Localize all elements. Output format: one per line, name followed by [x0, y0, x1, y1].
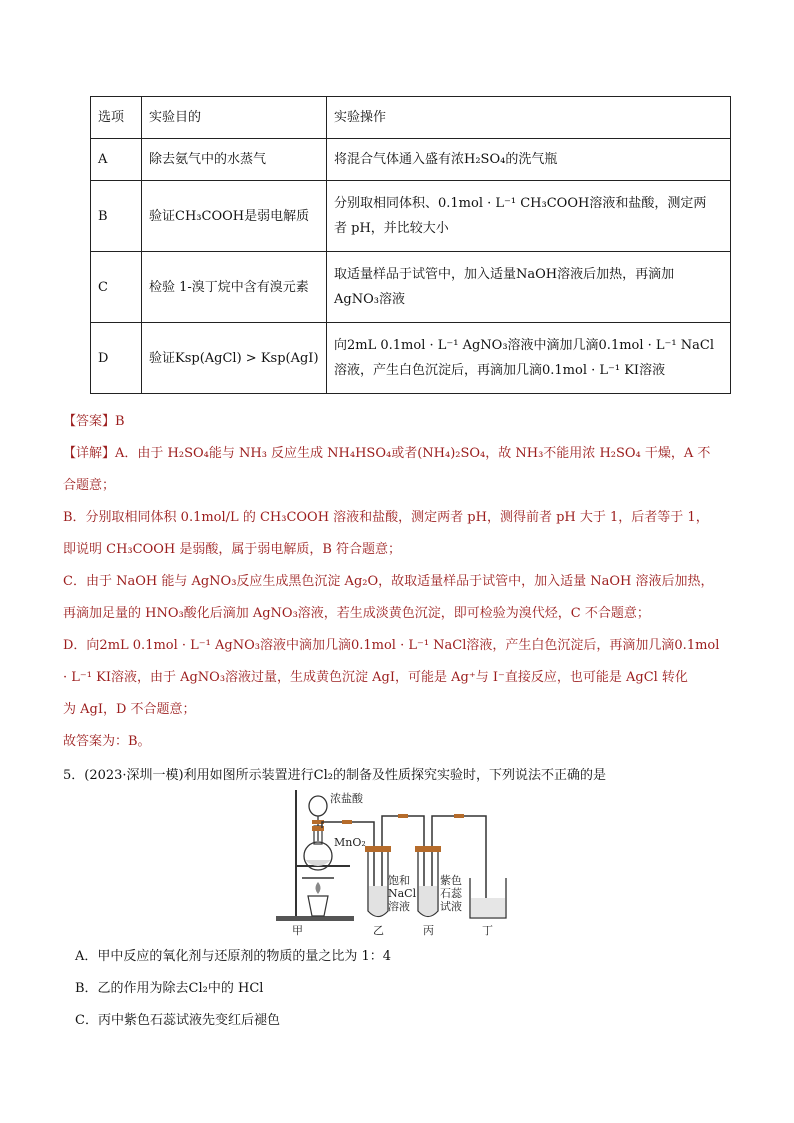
label-bing: 丙	[423, 924, 434, 936]
experiment-table	[90, 96, 731, 394]
detail-line: 【详解】A．由于 H₂SO₄能与 NH₃ 反应生成 NH₄HSO₄或者(NH₄)₂SO₄，故 NH₃不能用浓 H₂SO₄ 干燥，A 不	[63, 446, 711, 461]
row-purpose: 验证Ksp(AgCl) > Ksp(AgI)	[142, 323, 327, 394]
test-tube-yi-stopper	[365, 846, 391, 852]
row-operation-line: 溶液，产生白色沉淀后，再滴加几滴0.1mol · L⁻¹ KI溶液	[334, 363, 666, 378]
table-header-row	[91, 97, 731, 139]
row-operation	[327, 252, 731, 323]
label-litmus-3: 试液	[440, 900, 462, 913]
detail-line: D．向2mL 0.1mol · L⁻¹ AgNO₃溶液中滴加几滴0.1mol · L⁻¹ NaCl溶液，产生白色沉淀后，再滴加几滴0.1mol	[63, 638, 720, 653]
row-operation-line: 分别取相同体积、0.1mol · L⁻¹ CH₃COOH溶液和盐酸，测定两	[334, 196, 707, 211]
row-option: D	[91, 323, 142, 394]
label-ding: 丁	[482, 924, 493, 936]
row-operation: 将混合气体通入盛有浓H₂SO₄的洗气瓶	[327, 139, 731, 181]
option-a: A．甲中反应的氧化剂与还原剂的物质的量之比为 1：4	[75, 949, 392, 964]
label-conc-hcl: 浓盐酸	[330, 792, 363, 805]
label-nacl-3: 溶液	[388, 900, 410, 913]
row-purpose: 检验 1-溴丁烷中含有溴元素	[142, 252, 327, 323]
label-jia: 甲	[292, 924, 303, 936]
header-operation: 实验操作	[327, 97, 731, 139]
detail-line: · L⁻¹ KI溶液，由于 AgNO₃溶液过量，生成黄色沉淀 AgI，可能是 Ag⁺与 I⁻直接反应，也可能是 AgCl 转化	[63, 670, 688, 685]
tube-connector	[398, 814, 408, 818]
beaker-liquid	[471, 898, 505, 917]
test-tube-bing-stopper	[415, 846, 441, 852]
row-operation-line: AgNO₃溶液	[334, 292, 405, 307]
header-purpose: 实验目的	[142, 97, 327, 139]
row-option: C	[91, 252, 142, 323]
detail-line: B．分别取相同体积 0.1mol/L 的 CH₃COOH 溶液和盐酸，测定两者 pH，测得前者 pH 大于 1，后者等于 1，	[63, 510, 709, 525]
row-option: B	[91, 181, 142, 252]
tube-connector	[454, 814, 464, 818]
stand-base	[276, 916, 354, 921]
detail-line: 再滴加足量的 HNO₃酸化后滴加 AgNO₃溶液，若生成淡黄色沉淀，即可检验为溴代烃，C 不合题意；	[63, 606, 650, 621]
table-row	[91, 181, 731, 252]
label-yi: 乙	[373, 924, 384, 936]
row-operation-line: 取适量样品于试管中，加入适量NaOH溶液后加热，再滴加	[334, 267, 675, 282]
detail-line: 为 AgI，D 不合题意；	[63, 702, 196, 717]
label-nacl-1: 饱和	[388, 874, 410, 887]
label-litmus-1: 紫色	[440, 874, 462, 887]
answer-line: 【答案】B	[63, 414, 125, 429]
row-operation-line: 向2mL 0.1mol · L⁻¹ AgNO₃溶液中滴加几滴0.1mol · L⁻¹ NaCl	[334, 338, 714, 353]
tube-connector	[342, 820, 352, 824]
row-operation	[327, 181, 731, 252]
option-c: C．丙中紫色石蕊试液先变红后褪色	[75, 1013, 280, 1028]
option-b: B．乙的作用为除去Cl₂中的 HCl	[75, 981, 264, 996]
lamp-flame	[316, 882, 321, 894]
row-option: A	[91, 139, 142, 181]
label-mno2: MnO₂	[334, 836, 366, 849]
detail-line: C．由于 NaOH 能与 AgNO₃反应生成黑色沉淀 Ag₂O，故取适量样品于试管中，加入适量 NaOH 溶液后加热，	[63, 574, 714, 589]
label-nacl-2: NaCl	[388, 887, 417, 900]
table-row	[91, 139, 731, 181]
detail-line: 合题意；	[63, 478, 116, 493]
alcohol-lamp	[308, 896, 328, 916]
test-tube-bing-liquid	[419, 886, 437, 916]
row-purpose: 除去氨气中的水蒸气	[142, 139, 327, 181]
detail-line: 即说明 CH₃COOH 是弱酸，属于弱电解质，B 符合题意；	[63, 542, 402, 557]
funnel-bulb	[309, 796, 327, 816]
detail-line: 故答案为：B。	[63, 734, 151, 749]
row-operation	[327, 323, 731, 394]
table-row	[91, 252, 731, 323]
row-purpose: 验证CH₃COOH是弱电解质	[142, 181, 327, 252]
question-stem: 5．(2023·深圳一模)利用如图所示装置进行Cl₂的制备及性质探究实验时，下列说法不正确的是	[63, 768, 606, 783]
header-option: 选项	[91, 97, 142, 139]
table-row	[91, 323, 731, 394]
label-litmus-2: 石蕊	[440, 887, 462, 900]
row-operation-line: 者 pH，并比较大小	[334, 221, 449, 236]
test-tube-yi-liquid	[369, 886, 387, 916]
apparatus-figure	[258, 786, 518, 936]
